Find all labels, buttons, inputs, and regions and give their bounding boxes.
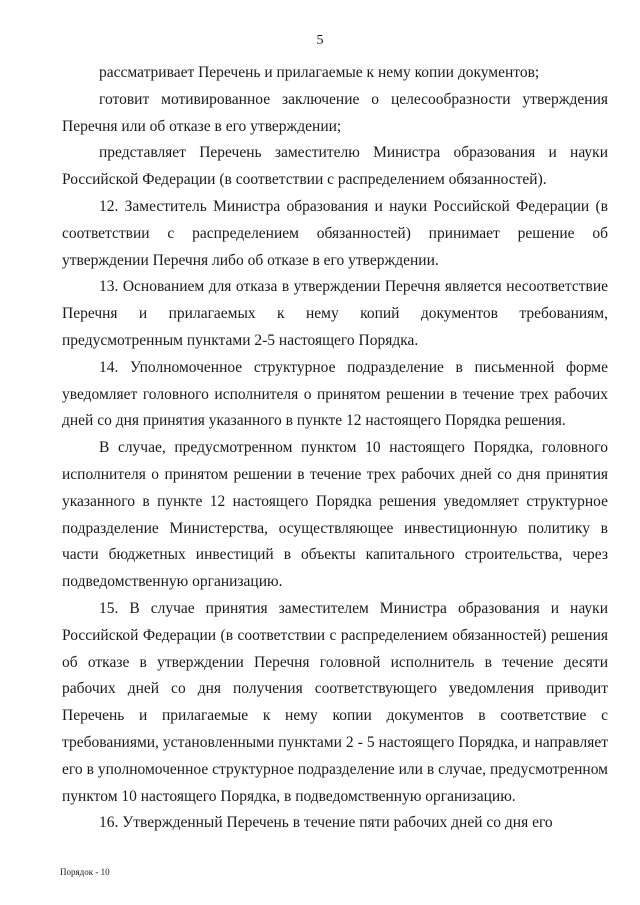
paragraph-conclusion: готовит мотивированное заключение о целесообразности утверждения Перечня или об отказе в его утверждении; [62,90,608,135]
page-number: 5 [316,33,324,48]
paragraph-item-14-case: В случае, предусмотренном пунктом 10 настоящего Порядка, головного исполнителя о принятом решении в течение трех рабочих дней со дня принятия указанного в пункте 12 настоящего Порядка решения уведомляет структурное подразделение Министерства, осуществляющее инвестиционную политику в части бюджетных инвестиций в объекты капитального строительства, через подведомственную организацию. [62,439,608,591]
document-body [62,60,608,837]
paragraph-review: рассматривает Перечень и прилагаемые к нему копии документов; [99,64,540,81]
footer-document-code: Порядок - 10 [60,867,110,877]
paragraph-item-15: 15. В случае принятия заместителем Министра образования и науки Российской Федерации (в соответствии с распределением обязанностей) решения об отказе в утверждении Перечня головной исполнитель в течение десяти рабочих дней со дня получения соответствующего уведомления приводит Перечень и прилагаемые к нему копии документов в соответствие с требованиями, установленными пунктами 2 - 5 настоящего Порядка, и направляет его в уполномоченное структурное подразделение или в случае, предусмотренном пунктом 10 настоящего Порядка, в подведомственную организацию. [62,599,608,805]
paragraph-submit: представляет Перечень заместителю Министра образования и науки Российской Федерации (в соответствии с распределением обязанностей). [62,144,608,189]
paragraph-item-13: 13. Основанием для отказа в утверждении Перечня является несоответствие Перечня и прилагаемых к нему копий документов требованиям, предусмотренным пунктами 2-5 настоящего Порядка. [62,278,608,349]
paragraph-item-14: 14. Уполномоченное структурное подразделение в письменной форме уведомляет головного исполнителя о принятом решении в течение трех рабочих дней со дня принятия указанного в пункте 12 настоящего Порядка решения. [62,358,608,430]
paragraph-item-16: 16. Утвержденный Перечень в течение пяти рабочих дней со дня его [99,814,553,832]
paragraph-item-12: 12. Заместитель Министра образования и науки Российской Федерации (в соответствии с распределением обязанностей) принимает решение об утверждении Перечня либо об отказе в его утверждении. [62,197,608,269]
